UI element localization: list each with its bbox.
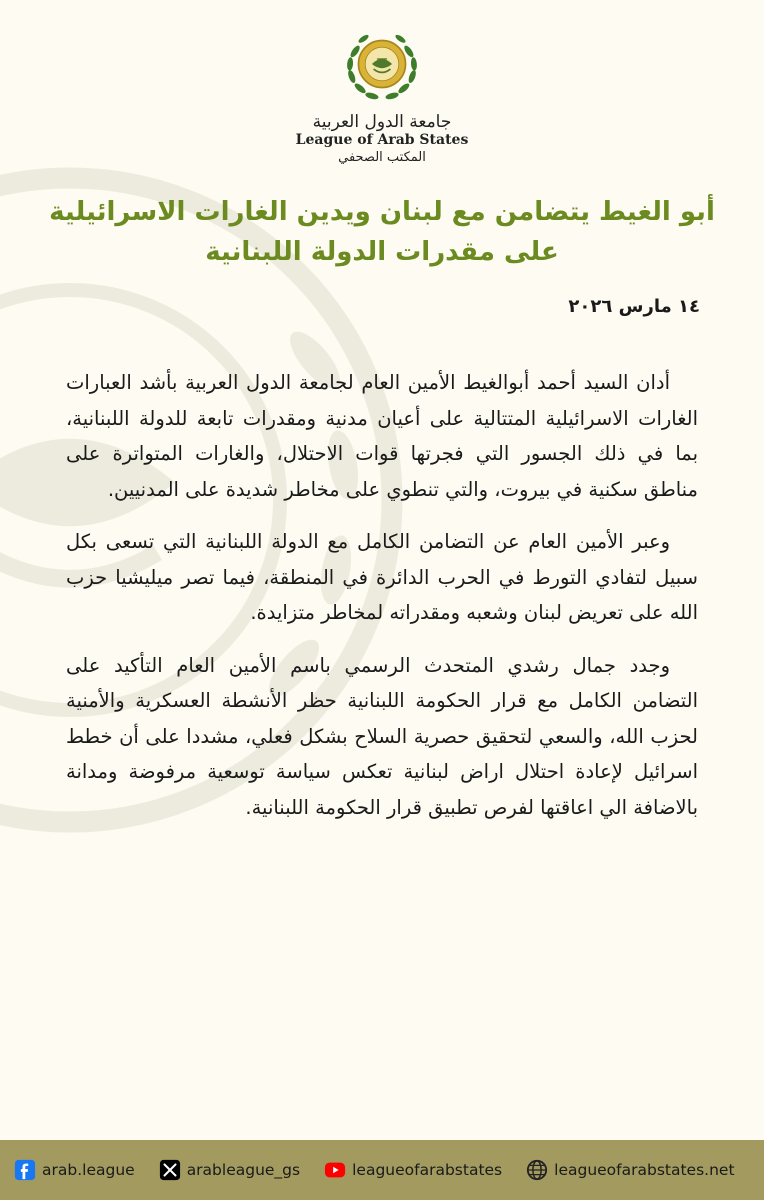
title-line-1: أبو الغيط يتضامن مع لبنان ويدين الغارات الاسرائيلية	[49, 197, 715, 227]
release-date: ١٤ مارس ٢٠٢٦	[568, 296, 700, 317]
youtube-link[interactable]	[324, 1159, 502, 1181]
x-handle: arableague_gs	[186, 1161, 301, 1179]
header	[0, 22, 764, 167]
paragraph-1: أدان السيد أحمد أبوالغيط الأمين العام لجامعة الدول العربية بأشد العبارات الغارات الاسرائيلية المتتالية على أعيان مدنية ومقدرات تابعة للدولة اللبنانية، بما في ذلك الجسور التي فجرتها قوات الاحتلال، والغارات المتواترة على مناطق سكنية في بيروت، والتي تنطوي على مخاطر شديدة على المدنيين.	[66, 371, 698, 501]
website-link[interactable]	[526, 1159, 734, 1181]
title-line-2: على مقدرات الدولة اللبنانية	[205, 237, 559, 267]
paragraph-2: وعبر الأمين العام عن التضامن الكامل مع الدولة اللبنانية التي تسعى بكل سبيل لتفادي التورط في الحرب الدائرة في المنطقة، فيما تصر ميليشيا حزب الله على تعريض لبنان وشعبه ومقدراته لمخاطر متزايدة.	[66, 530, 698, 624]
social-footer	[0, 1140, 764, 1200]
website-url: leagueofarabstates.net	[554, 1161, 735, 1179]
facebook-handle: arab.league	[42, 1161, 135, 1179]
org-name-arabic: جامعة الدول العربية	[312, 112, 452, 132]
paragraph-3: وجدد جمال رشدي المتحدث الرسمي باسم الأمين العام التأكيد على التضامن الكامل مع قرار الحكومة اللبنانية حظر الأنشطة العسكرية والأمنية لحزب الله، والسعي لتحقيق حصرية السلاح بشكل فعلي، مشددا على أن خطط اسرائيل لإعادة احتلال اراض لبنانية تعكس سياسة توسعية مرفوضة ومدانة بالاضافة الي اعاقتها لفرص تطبيق قرار الحكومة اللبنانية.	[66, 653, 698, 819]
press-office-label: المكتب الصحفي	[338, 150, 426, 165]
league-emblem	[340, 22, 424, 106]
x-icon	[159, 1159, 181, 1181]
facebook-link[interactable]	[14, 1159, 135, 1181]
globe-icon	[526, 1159, 548, 1181]
facebook-icon	[14, 1159, 36, 1181]
youtube-icon	[324, 1159, 346, 1181]
press-release-body	[66, 365, 698, 842]
youtube-handle: leagueofarabstates	[352, 1161, 503, 1179]
org-name-english: League of Arab States	[295, 132, 469, 148]
press-release-title	[30, 192, 734, 272]
x-link[interactable]	[159, 1159, 300, 1181]
